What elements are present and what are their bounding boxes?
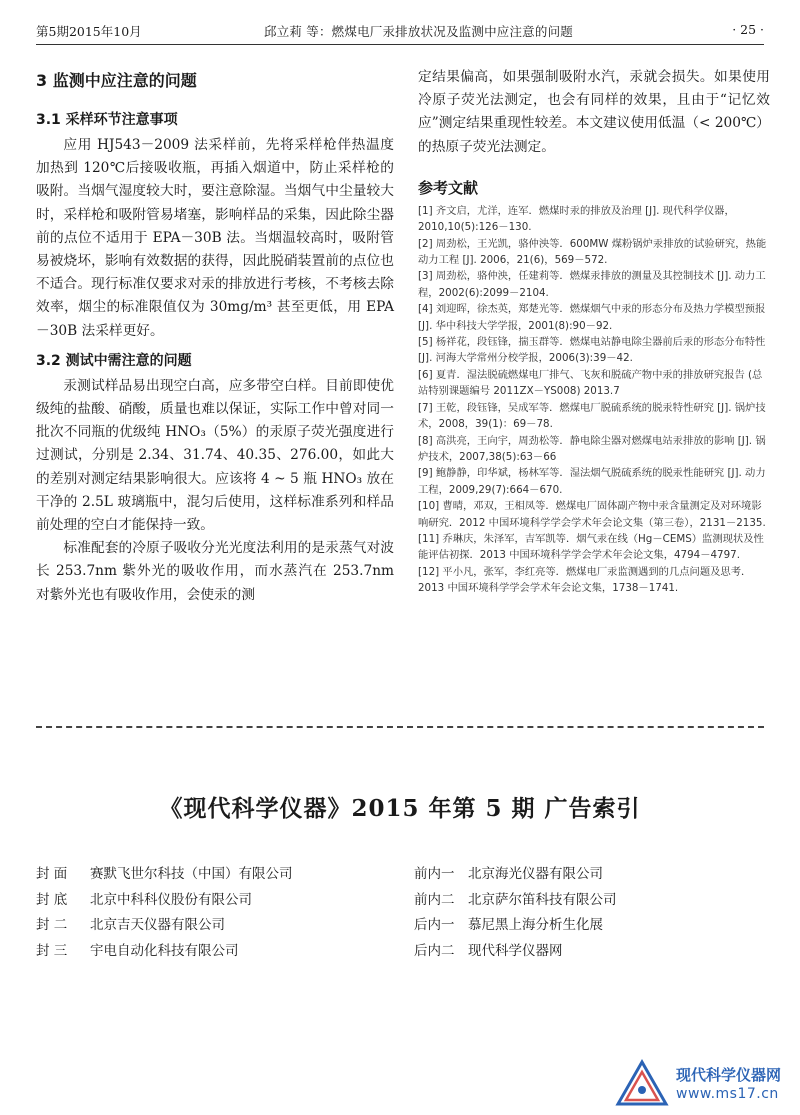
ad-index-row <box>414 862 774 888</box>
reference-item: [7] 王乾，段钰锋，吴成军等．燃煤电厂脱硫系统的脱汞特性研究 [J]. 锅炉技术，2008，39(1)：69－78. <box>418 401 766 431</box>
ad-position: 封 面 <box>36 866 68 882</box>
reference-item: [10] 曹晴，邓双，王相凤等．燃煤电厂固体副产物中汞含量测定及对环境影响研究．2012 中国环境科学学会学术年会论文集（第三卷），2131－2135. <box>418 500 766 529</box>
subsection-heading-sampling: 3.1 采样环节注意事项 <box>36 112 178 128</box>
references-heading: 参考文献 <box>418 178 479 197</box>
ad-index-row <box>36 862 396 888</box>
ad-index-row <box>36 939 396 965</box>
references-list <box>418 203 770 597</box>
reference-item: [12] 平小凡，张军，李红亮等．燃煤电厂汞监测遇到的几点问题及思考．2013 中国环境科学学会学术年会论文集，1738－1741. <box>418 565 752 595</box>
watermark-name: 现代科学仪器网 <box>676 1066 782 1084</box>
ad-company: 慕尼黑上海分析生化展 <box>468 917 603 933</box>
reference-item: [11] 乔琳庆，朱泽军，吉军凯等．烟气汞在线（Hg－CEMS）监测现状及性能评估初探．2013 中国环境科学学会学术年会论文集，4794－4797. <box>418 532 764 562</box>
ad-company: 赛默飞世尔科技（中国）有限公司 <box>90 866 293 882</box>
subsection-heading-testing: 3.2 测试中需注意的问题 <box>36 352 192 369</box>
reference-item: [9] 鲍静静，印华斌，杨林军等．湿法烟气脱硫系统的脱汞性能研究 [J]. 动力工程，2009,29(7):664－670. <box>418 467 766 496</box>
issue-label: 第5期2015年10月 <box>36 24 142 39</box>
ad-index-row <box>414 888 774 914</box>
microscope-logo-icon <box>614 1058 670 1110</box>
paragraph: 应用 HJ543－2009 法采样前，先将采样枪伴热温度加热到 120℃后接吸收瓶，再插入烟道中，防止采样枪的吸附。当烟气湿度较大时，要注意除湿。当烟气中尘量较大时，采样枪和吸附管易堵塞，影响样品的采集，因此除尘器前的点位不适用于 EPA－30B 法。当烟温较高时，吸附管易被烧坏，影响有效数据的获得，因此脱硝装置前的点位也不适合。现行标准仅要求对汞的排放进行考核，不考核去除效率，烟尘的标准限值仅为 30mg/m³ 甚至更低，用 EPA－30B 法采样更好。 <box>36 137 394 339</box>
ad-position: 封 三 <box>36 942 68 959</box>
ad-position: 封 底 <box>36 891 68 908</box>
ad-company: 宇电自动化科技有限公司 <box>90 942 239 959</box>
section-heading: 3 监测中应注意的问题 <box>36 71 197 90</box>
reference-item: [5] 杨祥花，段钰锋，揣玉群等．燃煤电站静电除尘器前后汞的形态分布特性 [J]. 河海大学常州分校学报，2006(3):39－42. <box>418 336 766 365</box>
paragraph: 定结果偏高，如果强制吸附水汽，汞就会损失。如果使用冷原子荧光法测定，也会有同样的效果，且由于“记忆效应”测定结果重现性较差。本文建议使用低温（< 200℃）的热原子荧光法测定。 <box>418 69 770 155</box>
page-number: · 25 · <box>732 22 764 37</box>
ad-index-left <box>36 862 396 964</box>
ad-position: 后内二 <box>414 942 455 959</box>
reference-item: [6] 夏青．湿法脱硫燃煤电厂排气、飞灰和脱硫产物中汞的排放研究报告 (总站特别课题编号 2011ZX－YS008) 2013.7 <box>418 368 763 398</box>
reference-item: [2] 周劲松，王光凯，骆仲泱等．600MW 煤粉锅炉汞排放的试验研究，热能动力工程 [J]. 2006，21(6)，569－572. <box>418 237 767 267</box>
paragraph-continuation <box>418 66 770 159</box>
left-column <box>36 66 394 607</box>
ad-company: 北京萨尔笛科技有限公司 <box>468 891 617 908</box>
running-title: 邱立莉 等：燃煤电厂汞排放状况及监测中应注意的问题 <box>264 24 573 39</box>
ad-company: 北京海光仪器有限公司 <box>468 866 603 882</box>
ad-position: 封 二 <box>36 917 68 933</box>
running-header <box>36 18 764 42</box>
ad-position: 前内二 <box>414 891 455 908</box>
watermark-logo <box>614 1058 794 1110</box>
paragraph-sampling <box>36 134 394 343</box>
header-rule <box>36 44 764 45</box>
ad-index-row <box>414 939 774 965</box>
paragraph: 标准配套的冷原子吸收分光光度法利用的是汞蒸气对波长 253.7nm 紫外光的吸收作用，而水蒸汽在 253.7nm 对紫外光也有吸收作用，会使汞的测 <box>36 540 394 603</box>
ad-company: 北京中科科仪股份有限公司 <box>90 891 252 908</box>
ad-index-row <box>36 888 396 914</box>
ad-position: 前内一 <box>414 866 455 882</box>
paragraph: 汞测试样品易出现空白高，应多带空白样。目前即使优级纯的盐酸、硝酸，质量也难以保证，实际工作中曾对同一批次不同瓶的优级纯 HNO₃（5%）的汞原子荧光强度进行过测试，分别是 2.34、31.74、40.35、276.00，如此大的差别对测定结果影响很大。应该将 4 ~ 5 瓶 HNO₃ 放在干净的 2.5L 玻璃瓶中，混匀后使用，这样标准系列和样品前处理的空白才能保持一致。 <box>36 377 394 534</box>
ad-company: 北京吉天仪器有限公司 <box>90 917 225 933</box>
ad-index-row <box>414 913 774 939</box>
right-column <box>418 66 770 597</box>
ad-index-row <box>36 913 396 939</box>
reference-item: [1] 齐文启，尤洋，连军．燃煤时汞的排放及治理 [J]. 现代科学仪器，2010,10(5):126－130. <box>418 204 735 234</box>
ad-index-title: 《现代科学仪器》2015 年第 5 期 广告索引 <box>159 795 641 822</box>
watermark-url: www.ms17.cn <box>676 1086 779 1102</box>
ad-company: 现代科学仪器网 <box>468 942 563 959</box>
ad-index-right <box>414 862 774 964</box>
ad-position: 后内一 <box>414 917 455 933</box>
reference-item: [8] 高洪亮，王向宇，周劲松等．静电除尘器对燃煤电站汞排放的影响 [J]. 锅炉技术，2007,38(5):63－66 <box>418 434 766 463</box>
paragraph-testing <box>36 375 394 607</box>
reference-item: [3] 周劲松，骆仲泱，任建莉等．燃煤汞排放的测量及其控制技术 [J]. 动力工程，2002(6):2099－2104. <box>418 270 766 299</box>
dashed-divider <box>36 726 764 728</box>
reference-item: [4] 刘迎晖，徐杰英，郑楚光等．燃煤烟气中汞的形态分布及热力学模型预报 [J]. 华中科技大学学报，2001(8):90－92. <box>418 303 766 332</box>
